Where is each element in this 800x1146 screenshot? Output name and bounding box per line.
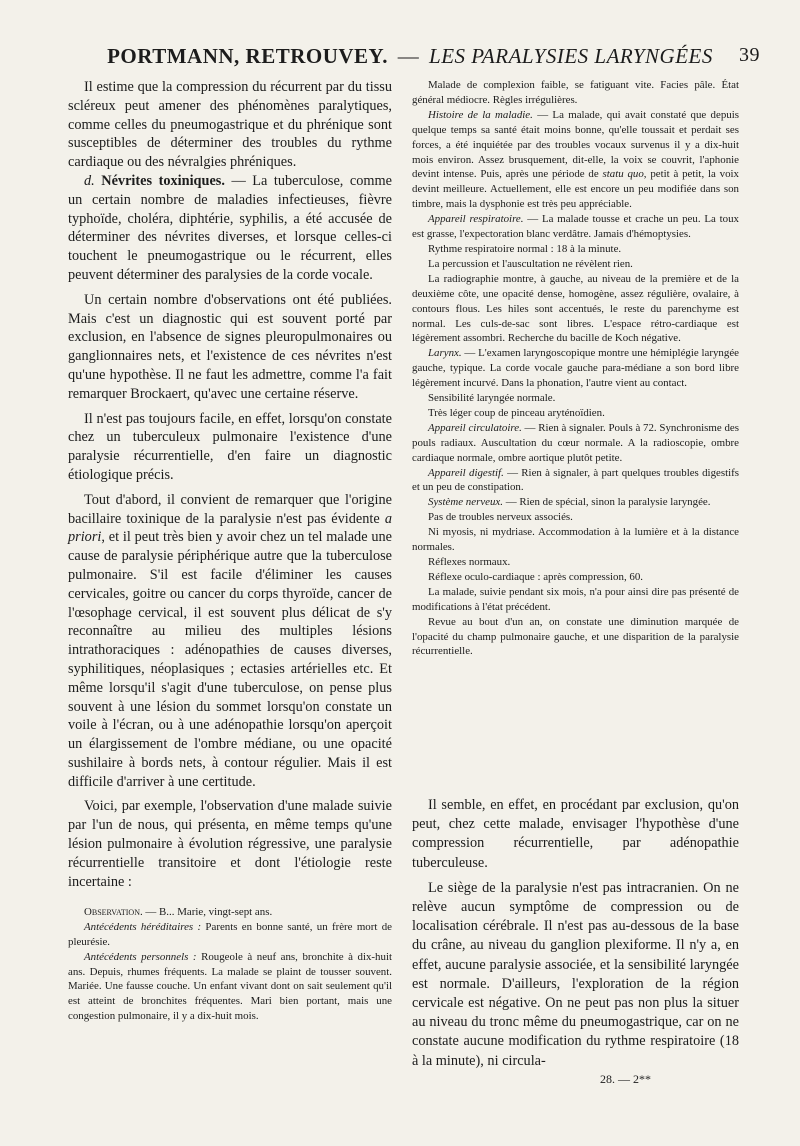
entry-text: Parents en bonne santé, un frère mort de pleurésie. <box>68 921 392 949</box>
observation-entry: Sensibilité laryngée normale. <box>428 392 556 405</box>
signature-mark: 28. — 2** <box>600 1072 651 1086</box>
header-separator: — <box>397 44 420 68</box>
observation-entry <box>412 466 739 496</box>
observation-entry: Pas de troubles nerveux associés. <box>428 511 573 524</box>
section-heading: Névrites toxiniques. <box>101 172 225 189</box>
observation-text: — B... Marie, vingt-sept ans. <box>142 906 273 919</box>
entry-label: Système nerveux. <box>428 496 503 509</box>
page-number: 39 <box>739 44 760 66</box>
italic-phrase: a priori <box>68 510 392 546</box>
observation-entry: Malade de complexion faible, se fatiguant vite. Facies pâle. État général médiocre. Règles irrégulières. <box>412 79 739 106</box>
entry-text: — Rien à signaler, à part quelques troubles digestifs et un peu de constipation. <box>412 466 739 494</box>
observation-entry: La percussion et l'auscultation ne révèlent rien. <box>428 257 633 270</box>
left-column <box>68 78 392 1024</box>
italic-phrase: statu quo <box>602 168 644 181</box>
entry-text: Rougeole à neuf ans, bronchite à dix-huit ans. Depuis, rhumes fréquents. La malade se plaint de tousser souvent. Mariée. Une fausse couche. Un enfant vivant dont on sait seulement qu'il est atteint de bronchites fréquentes. Mari bien portant, mais une congestion pulmonaire, il y a dix-huit mois. <box>68 950 392 1023</box>
running-header <box>60 44 760 74</box>
paragraph <box>68 491 392 792</box>
paragraph: Le siège de la paralysie n'est pas intracranien. On ne relève aucun symptôme de compression ou de localisation cérébrale. Il n'est pas au-dessous de la base du crâne, au niveau du ganglion plexiforme. Il n'y a, en effet, aucune paralysie associée, et la sensibilité laryngée est normale. D'ailleurs, l'exploration de la région cervicale est négative. On ne peut pas non plus la situer au niveau du tronc même du pneumogastrique, car on ne constate aucune modification du rythme respiratoire (18 à la minute), ni circula- <box>412 879 739 1069</box>
observation-entry: Rythme respiratoire normal : 18 à la minute. <box>428 242 622 255</box>
paragraph-text: Tout d'abord, il convient de remarquer que l'origine bacillaire toxinique de la paralysie n'est pas évidente <box>68 491 392 527</box>
observation-entry: La malade, suivie pendant six mois, n'a pour ainsi dire pas présenté de modifications à l'état précédent. <box>412 585 739 613</box>
paragraph: Un certain nombre d'observations ont été publiées. Mais c'est un diagnostic qui est souvent porté par exclusion, en l'absence de signes pleuropulmonaires ou ganglionnaires nets, et l'existence de ces névrites n'est qu'une hypothèse. Il ne faut les admettre, comme l'a fait remarquer Brockaert, qu'avec une certaine réserve. <box>68 291 392 402</box>
entry-label: Larynx. <box>428 347 462 360</box>
right-column-body <box>412 796 739 1071</box>
entry-text: — La malade tousse et crache un peu. La toux est grasse, l'expectoration blanc verdâtre. Jamais d'hémoptysies. <box>412 213 739 241</box>
right-column <box>412 78 739 659</box>
paragraph-neurites <box>68 172 392 285</box>
entry-text: — Rien de spécial, sinon la paralysie laryngée. <box>503 496 711 509</box>
observation-entry <box>68 950 392 1024</box>
entry-text: — La malade, qui avait constaté que depuis quelque temps sa santé était moins bonne, qu'elle toussait et perdait ses forces, a été inquiétée par des troubles vocaux survenus il y a dix-huit mois environ. Assez brusquement, dit-elle, la voix se couvrit, l'aphonie devint intense. Puis, après une période de <box>412 108 739 181</box>
header-authors: PORTMANN, RETROUVEY. <box>107 44 389 68</box>
observation-entry: Très léger coup de pinceau aryténoïdien. <box>428 406 605 419</box>
entry-text: — Rien à signaler. Pouls à 72. Synchronisme des pouls radiaux. Auscultation du cœur normale. A la radioscopie, ombre cardiaque normale, ombre aortique plutôt petite. <box>412 421 739 464</box>
entry-text: , petit à petit, la voix devint meilleure. Actuellement, elle est encore un peu modifiée dans son timbre, mais la dysphonie est très peu appréciable. <box>412 168 739 211</box>
paragraph: Il n'est pas toujours facile, en effet, lorsqu'on constate chez un tuberculeux pulmonaire l'existence d'une paralysie récurrentielle, d'en faire un diagnostic étiologique précis. <box>68 410 392 483</box>
observation-label: Observation. <box>84 906 143 919</box>
paragraph: Il estime que la compression du récurrent par du tissu scléreux peut amener des phénomènes paralytiques, comme celles du pneumogastrique et du phrénique sont susceptibles de déterminer des troubles du rythme cardiaque ou des névralgies phréniques. <box>68 79 392 171</box>
entry-label: Appareil digestif. <box>428 466 504 479</box>
entry-label: Antécédents héréditaires : <box>84 921 202 934</box>
section-letter: d. <box>84 172 95 189</box>
entry-label: Histoire de la maladie. <box>428 108 533 121</box>
paragraph: Il semble, en effet, en procédant par exclusion, qu'on peut, chez cette malade, envisager l'hypothèse d'une compression récurrentielle, par adénopathie tuberculeuse. <box>412 797 739 871</box>
observation-entry <box>412 108 739 212</box>
paragraph-text: , et il peut très bien y avoir chez un tel malade une cause de paralysie périphérique autre que la tuberculose pulmonaire. S'il est facile d'éliminer les causes cervicales, goitre ou cancer du corps thyroïde, cancer de l'œsophage cervical, il est souvent plus délicat de s'y reconnaître au milieu des multiples lésions intrathoraciques : adénopathies de causes diverses, syphilitiques, néoplasiques ; ectasies artérielles etc. Et même lorsqu'il s'agit d'une tuberculose, on pense plus souvent à une lésion du sommet lorsqu'on constate un voile à l'écran, ou à une adénopathie lorsqu'on aperçoit un élargissement de l'ombre médiane, ou une opacité sushilaire à bords nets, à contour régulier. Mais il est difficile d'arriver à une certitude. <box>68 529 392 790</box>
observation-entry <box>68 920 392 950</box>
observation-entry: Revue au bout d'un an, on constate une diminution marquée de l'opacité du champ pulmonaire gauche, et une disparition de la paralysie récurrentielle. <box>412 615 739 658</box>
observation-title <box>68 905 392 920</box>
entry-text: — L'examen laryngoscopique montre une hémiplégie laryngée gauche, typique. La corde vocale gauche para-médiane a son bord libre légèrement incurvé. Dans la phonation, l'autre vient au contact. <box>412 347 739 390</box>
header-title: LES PARALYSIES LARYNGÉES <box>429 44 713 68</box>
entry-label: Antécédents personnels : <box>84 950 197 963</box>
observation-entry: Réflexe oculo-cardiaque : après compression, 60. <box>428 570 644 583</box>
entry-label: Appareil respiratoire. <box>428 213 524 226</box>
observation-entry: Ni myosis, ni mydriase. Accommodation à la lumière et à la distance normales. <box>412 526 739 554</box>
observation-entry: Réflexes normaux. <box>428 556 511 568</box>
observation-entry <box>412 346 739 391</box>
observation-entry <box>412 212 739 242</box>
observation-entry <box>412 495 739 510</box>
paragraph: Voici, par exemple, l'observation d'une malade suivie par l'un de nous, qui présenta, en même temps qu'une lésion pulmonaire à évolution régressive, une paralysie récurrentielle transitoire et dont l'étiologie reste incertaine : <box>68 798 392 890</box>
observation-entry: La radiographie montre, à gauche, au niveau de la première et de la deuxième côte, une opacité dense, homogène, assez régulière, ovalaire, à contours flous. Les hiles sont accentués, le reste du parenchyme est normal. Les culs-de-sac sont libres. L'espace rétro-cardiaque est légèrement assombri. Recherche du bacille de Koch négative. <box>412 272 739 345</box>
observation-entry <box>412 421 739 466</box>
paragraph-text: — La tuberculose, comme un certain nombre de maladies infectieuses, fièvre typhoïde, choléra, diphtérie, syphilis, a été accusée de déterminer des névrites diverses, et lorsque celles-ci touchent le pneumogastrique ou le récurrent, elles peuvent déterminer des paralysies de la corde vocale. <box>68 172 392 283</box>
entry-label: Appareil circulatoire. <box>428 421 522 434</box>
